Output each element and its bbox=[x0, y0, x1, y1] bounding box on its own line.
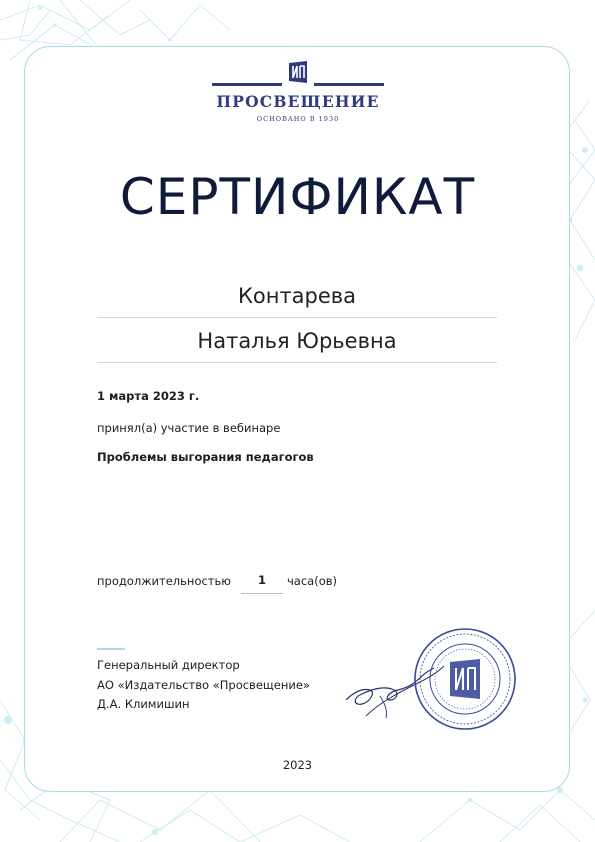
publisher-logo bbox=[208, 60, 388, 126]
recipient-surname: Контарева bbox=[237, 284, 357, 308]
certificate-title: СЕРТИФИКАТ bbox=[119, 168, 476, 226]
signatory-name: Д.А. Климишин bbox=[97, 697, 190, 711]
event-date: 1 марта 2023 г. bbox=[97, 389, 200, 403]
webinar-title: Проблемы выгорания педагогов bbox=[97, 450, 314, 464]
logo-name: ПРОСВЕЩЕНИЕ bbox=[216, 92, 380, 111]
logo-rule-right bbox=[314, 83, 384, 86]
signatory-accent-line bbox=[97, 648, 125, 650]
recipient-given-names: Наталья Юрьевна bbox=[197, 329, 397, 353]
participation-text: принял(а) участие в вебинаре bbox=[97, 421, 281, 435]
signatory-organization: АО «Издательство «Просвещение» bbox=[97, 678, 310, 692]
prosveshchenie-logo-icon bbox=[288, 60, 308, 84]
surname-underline bbox=[97, 317, 497, 318]
duration-unit: часа(ов) bbox=[287, 574, 337, 588]
company-stamp-icon bbox=[412, 626, 518, 732]
duration-value: 1 bbox=[257, 573, 266, 587]
logo-founded-text: ОСНОВАНО В 1930 bbox=[256, 115, 340, 123]
footer-year: 2023 bbox=[282, 758, 313, 772]
duration-label: продолжительностью bbox=[97, 574, 231, 588]
logo-rule-left bbox=[212, 83, 282, 86]
duration-underline bbox=[241, 593, 283, 594]
signatory-position: Генеральный директор bbox=[97, 658, 240, 672]
given-names-underline bbox=[97, 362, 497, 363]
